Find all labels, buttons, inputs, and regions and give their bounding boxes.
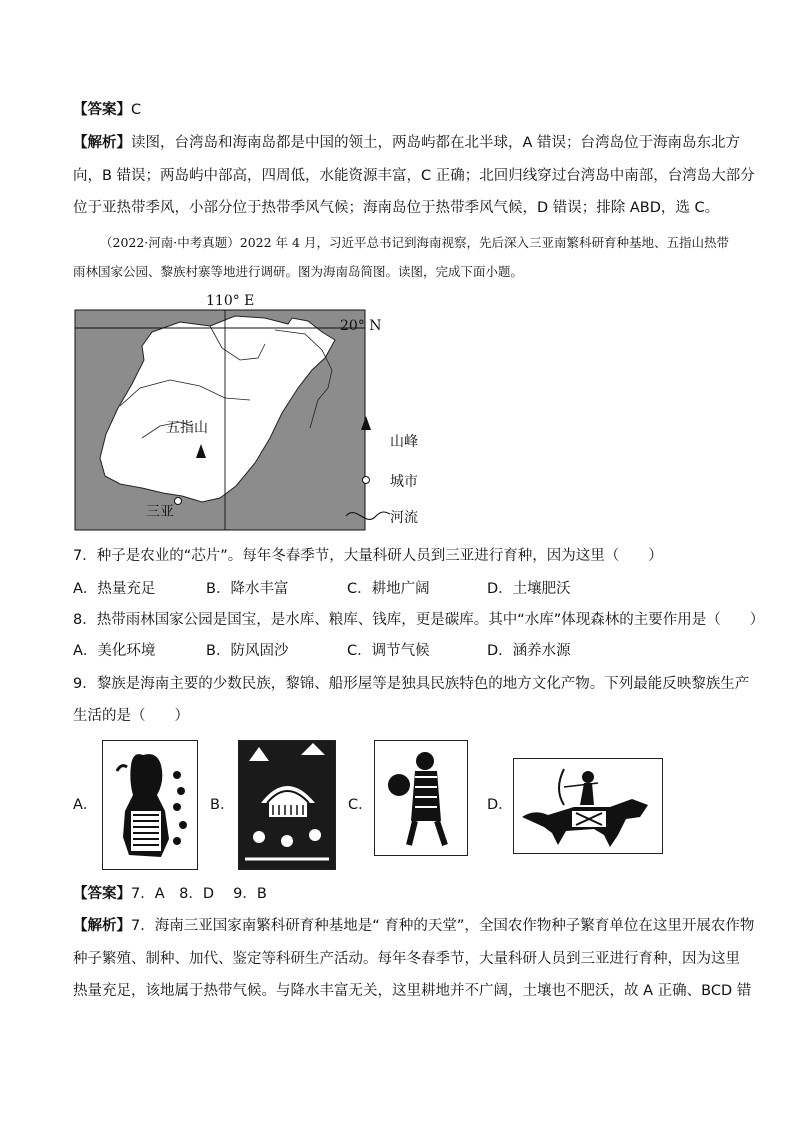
q9-option-c-image bbox=[374, 740, 468, 856]
q9-option-a-image bbox=[102, 740, 198, 870]
answer-line-2 bbox=[73, 884, 267, 904]
q9-option-c-label: C． bbox=[348, 797, 373, 813]
latitude-label: 20° N bbox=[340, 318, 382, 334]
q9-option-d-image bbox=[513, 758, 663, 854]
q8-option-b: B．防风固沙 bbox=[206, 643, 289, 659]
analysis2-line-2: 种子繁殖、制种、加代、鉴定等科研生产活动。每年冬春季节，大量科研人员到三亚进行育种，因为这里 bbox=[73, 951, 740, 967]
papercut-woman-weaving bbox=[103, 741, 197, 869]
q7-option-c: C．耕地广阔 bbox=[347, 581, 430, 597]
legend-river-label: 河流 bbox=[390, 510, 418, 526]
answer-label: 【答案】 bbox=[73, 102, 131, 118]
question-9-stem-1: 9．黎族是海南主要的少数民族，黎锦、船形屋等是独具民族特色的地方文化产物。下列最能反映黎族生产 bbox=[73, 676, 750, 692]
answer-value: C bbox=[131, 102, 142, 118]
legend-peak-label: 山峰 bbox=[390, 434, 418, 450]
papercut-horse-archer bbox=[514, 759, 662, 853]
city-name: 三亚 bbox=[146, 504, 174, 520]
longitude-label: 110° E bbox=[206, 293, 255, 309]
legend-city-icon bbox=[363, 477, 370, 484]
analysis2-line-3: 热量充足，该地属于热带气候。与降水丰富无关，这里耕地并不广阔，土壤也不肥沃，故 A 正确、BCD 错 bbox=[73, 983, 752, 999]
q8-option-c: C．调节气候 bbox=[347, 643, 430, 659]
q7-option-a: A．热量充足 bbox=[73, 581, 156, 597]
q8-option-d: D．涵养水源 bbox=[487, 643, 571, 659]
question-8-stem: 8．热带雨林国家公园是国宝，是水库、粮库、钱库，更是碳库。其中“水库”体现森林的主要作用是（ ） bbox=[73, 612, 765, 628]
hainan-map-svg bbox=[60, 288, 440, 538]
q9-option-b-label: B． bbox=[210, 797, 235, 813]
q7-option-d: D．土壤肥沃 bbox=[487, 581, 571, 597]
q9-option-a-label: A． bbox=[73, 797, 98, 813]
analysis2-line-1 bbox=[73, 916, 754, 936]
answer-line-1 bbox=[73, 100, 141, 120]
question-9-stem-2: 生活的是（ ） bbox=[73, 708, 189, 724]
city-icon bbox=[175, 498, 182, 505]
question-7-stem: 7．种子是农业的“芯片”。每年冬春季节，大量科研人员到三亚进行育种，因为这里（ ） bbox=[73, 548, 663, 564]
analysis-line-1 bbox=[73, 133, 740, 153]
q8-option-a: A．美化环境 bbox=[73, 643, 156, 659]
analysis-label-2: 【解析】 bbox=[73, 918, 131, 934]
analysis-line-3: 位于亚热带季风，小部分位于热带季风气候；海南岛位于热带季风气候，D 错误；排除 ABD，选 C。 bbox=[73, 200, 720, 216]
legend-city-label: 城市 bbox=[390, 474, 418, 490]
analysis-label: 【解析】 bbox=[73, 135, 131, 151]
q9-option-b-image bbox=[238, 740, 336, 870]
hainan-map bbox=[60, 288, 440, 538]
peak-name: 五指山 bbox=[166, 420, 208, 436]
answer-value-2: 7．A 8．D 9．B bbox=[131, 886, 267, 902]
papercut-drummer bbox=[375, 741, 467, 855]
analysis-text-1: 读图，台湾岛和海南岛都是中国的领土，两岛屿都在北半球，A 错误；台湾岛位于海南岛东北方 bbox=[131, 135, 741, 151]
analysis-line-2: 向，B 错误；两岛屿中部高，四周低，水能资源丰富，C 正确；北回归线穿过台湾岛中南部，台湾岛大部分 bbox=[73, 168, 755, 184]
papercut-boat-house-village bbox=[239, 741, 335, 869]
question-intro-2: 雨林国家公园、黎族村寨等地进行调研。图为海南岛简图。读图，完成下面小题。 bbox=[73, 264, 524, 279]
q7-option-b: B．降水丰富 bbox=[206, 581, 289, 597]
question-intro-1: （2022·河南·中考真题）2022 年 4 月，习近平总书记到海南视察，先后深入三亚南繁科研育种基地、五指山热带 bbox=[100, 235, 729, 250]
answer-label-2: 【答案】 bbox=[73, 886, 131, 902]
q9-option-d-label: D． bbox=[487, 797, 513, 813]
analysis2-text-1: 7．海南三亚国家南繁科研育种基地是“ 育种的天堂”，全国农作物种子繁育单位在这里开展农作物 bbox=[131, 918, 755, 934]
